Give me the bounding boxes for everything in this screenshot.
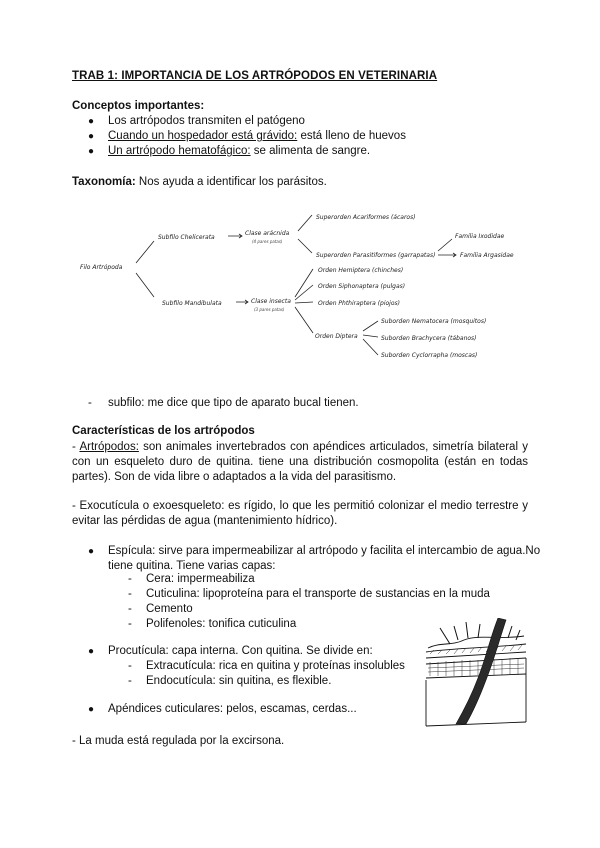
- concept-item-3: Un artrópodo hematofágico: se alimenta de sangre.: [108, 145, 371, 157]
- diagram-orden3: Orden Phthiraptera (piojos): [318, 300, 400, 307]
- capa-item: Cemento: [146, 603, 193, 615]
- apendices-line: Apéndices cuticulares: pelos, escamas, cerdas...: [108, 703, 357, 715]
- taxonomy-diagram: [80, 205, 530, 375]
- caracteristicas-heading: Características de los artrópodos: [72, 425, 255, 437]
- dash-icon: -: [128, 588, 132, 600]
- diagram-superorden1: Superorden Acariformes (ácaros): [316, 214, 416, 221]
- capa-item: Cuticulina: lipoproteína para el transporte de sustancias en la muda: [146, 588, 490, 600]
- dash-icon: -: [128, 618, 132, 630]
- diagram-clase1: Clase arácnida: [245, 230, 290, 237]
- cuticle-sketch: [420, 618, 530, 728]
- diagram-so2: Suborden Brachycera (tábanos): [381, 335, 477, 342]
- diagram-clase2: Clase insecta: [251, 298, 291, 305]
- bullet-icon: ●: [88, 146, 95, 157]
- bullet-icon: ●: [88, 131, 95, 142]
- diagram-superorden2: Superorden Parasitiformes (garrapatas): [316, 252, 436, 259]
- procuticula-item: Extracutícula: rica en quitina y proteínas insolubles: [146, 660, 405, 672]
- diagram-so3: Suborden Cyclorrapha (moscas): [381, 352, 478, 359]
- concept-item-1: Los artrópodos transmiten el patógeno: [108, 115, 305, 127]
- bullet-icon: ●: [88, 704, 95, 715]
- diagram-sub2: Subfilo Mandibulata: [162, 300, 222, 307]
- dash-icon: -: [128, 573, 132, 585]
- bullet-icon: ●: [88, 646, 95, 657]
- diagram-fam1: Familia Ixodidae: [455, 233, 505, 240]
- espicula-line-1: Espícula: sirve para impermeabilizar al artrópodo y facilita el intercambio de agua.No: [108, 545, 541, 557]
- subfilo-note: subfilo: me dice que tipo de aparato bucal tienen.: [108, 397, 359, 409]
- procuticula-line: Procutícula: capa interna. Con quitina. Se divide en:: [108, 645, 373, 657]
- espicula-line-2: tiene quitina. Tiene varias capas:: [108, 560, 276, 572]
- diagram-orden4: Orden Diptera: [315, 333, 358, 340]
- concept-item-2: Cuando un hospedador está grávido: está lleno de huevos: [108, 130, 406, 142]
- diagram-root: Filo Artrópoda: [80, 264, 123, 271]
- dash-icon: -: [128, 660, 132, 672]
- diagram-sub1: Subfilo Chelicerata: [158, 234, 215, 241]
- conceptos-heading: Conceptos importantes:: [72, 100, 205, 112]
- capa-item: Cera: impermeabiliza: [146, 573, 255, 585]
- diagram-clase2-note: (3 pares patas): [254, 307, 285, 312]
- diagram-orden1: Orden Hemiptera (chinches): [318, 267, 404, 274]
- diagram-clase1-note: (4 pares patas): [252, 239, 283, 244]
- muda-line: - La muda está regulada por la excirsona.: [72, 735, 285, 747]
- bullet-icon: ●: [88, 546, 95, 557]
- diagram-so1: Suborden Nematocera (mosquitos): [381, 318, 487, 325]
- exocuticula-paragraph: - Exocutícula o exoesqueleto: es rígido, lo que les permitió colonizar el medio terrestre y evitar las pérdidas de agua (mantenimiento hídrico).: [72, 500, 528, 527]
- dash-icon: -: [128, 603, 132, 615]
- taxonomia-line: Taxonomía: Nos ayuda a identificar los parásitos.: [72, 176, 327, 188]
- diagram-fam2: Familia Argasidae: [460, 252, 514, 259]
- page-title: TRAB 1: IMPORTANCIA DE LOS ARTRÓPODOS EN VETERINARIA: [72, 70, 438, 82]
- diagram-orden2: Orden Siphonaptera (pulgas): [318, 283, 406, 290]
- artropodos-paragraph: - Artrópodos: son animales invertebrados con apéndices articulados, simetría bilateral y con un esqueleto duro de quitina. tiene una distribución cosmopolita (están en todas partes). Son de vida libre o adaptados a la vida del parasitismo.: [72, 441, 528, 483]
- capa-item: Polifenoles: tonifica cuticulina: [146, 618, 297, 630]
- dash-icon: -: [88, 397, 92, 409]
- dash-icon: -: [128, 675, 132, 687]
- procuticula-item: Endocutícula: sin quitina, es flexible.: [146, 675, 332, 687]
- bullet-icon: ●: [88, 116, 95, 127]
